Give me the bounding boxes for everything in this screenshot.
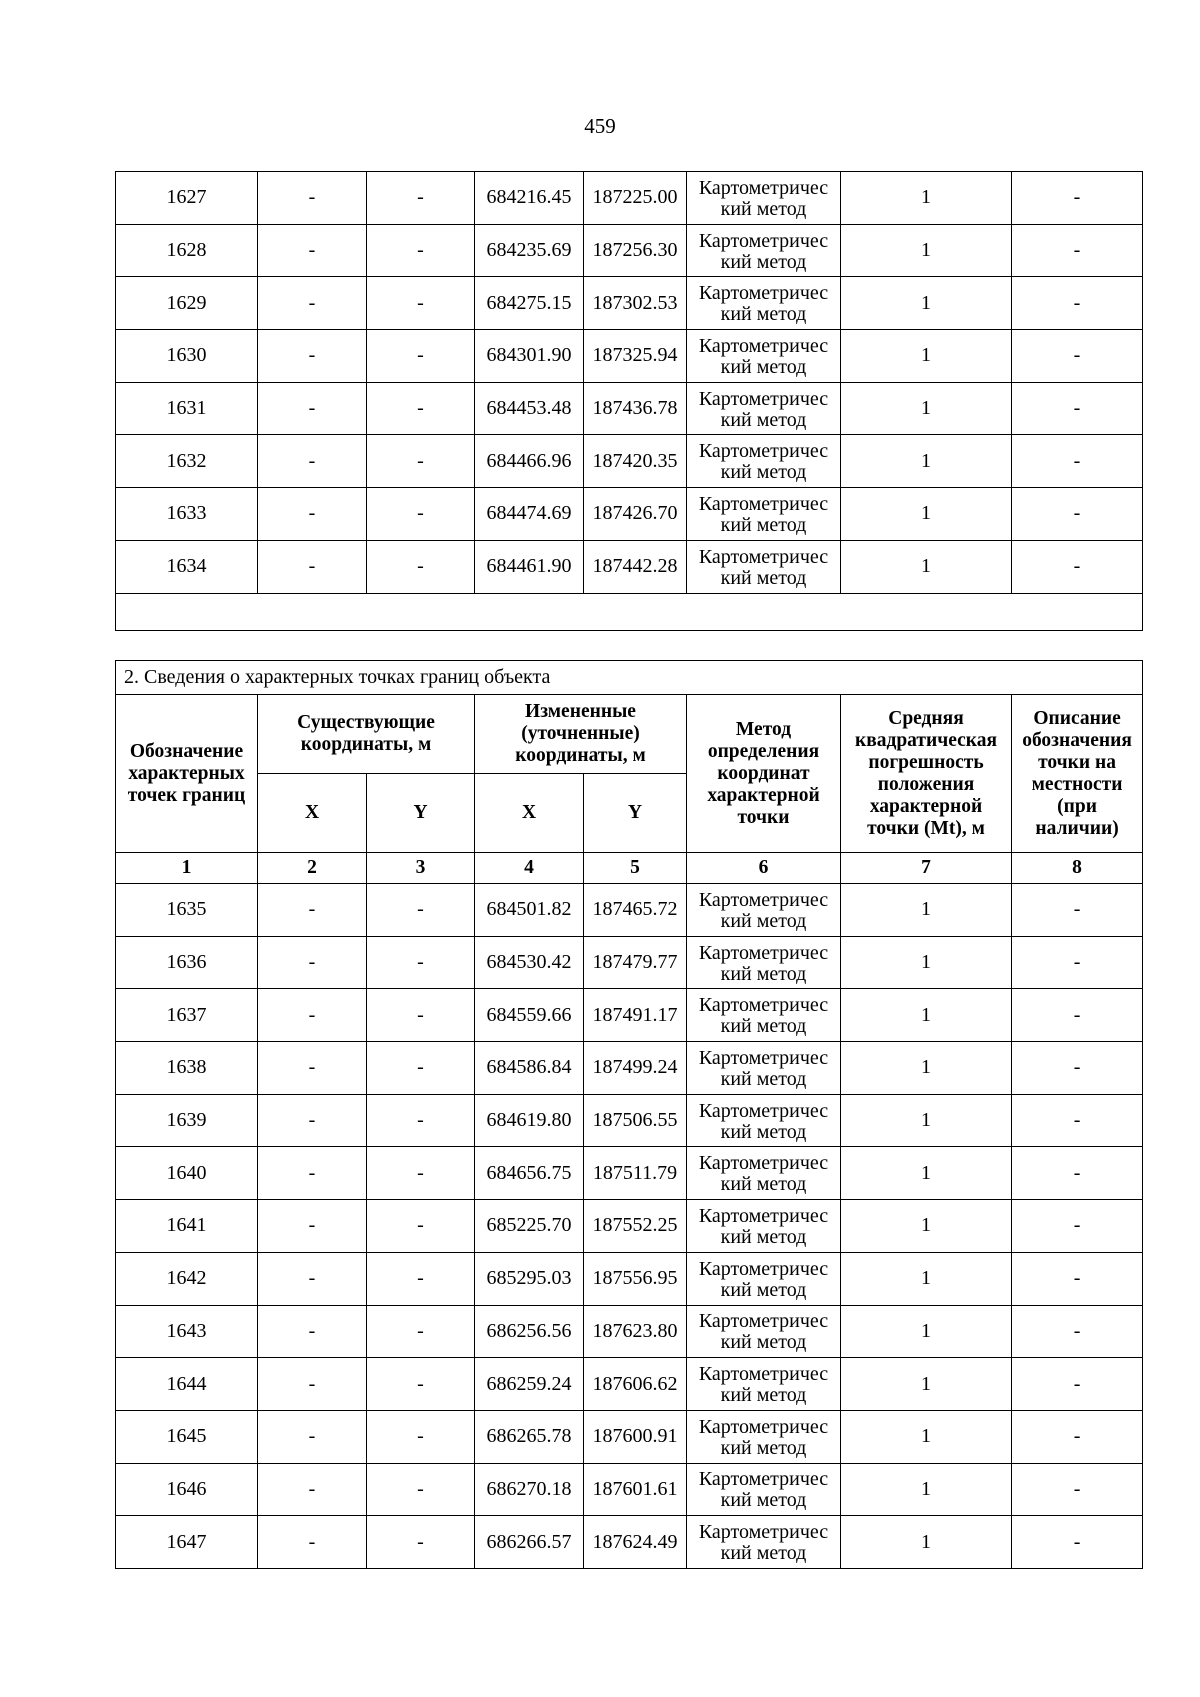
- existing-y-cell: -: [367, 172, 475, 225]
- existing-x-cell: -: [258, 1410, 367, 1463]
- cell-line: характерной: [869, 795, 983, 817]
- existing-y-cell: -: [367, 1252, 475, 1305]
- method-cell: [687, 172, 841, 225]
- cell-line: кий метод: [720, 1384, 807, 1407]
- cell-line: Измененные: [525, 701, 636, 722]
- cell-line: определения: [707, 740, 820, 762]
- changed-x-cell: 684559.66: [475, 989, 584, 1042]
- cell-line: кий метод: [720, 408, 807, 431]
- changed-y-cell: 187511.79: [584, 1147, 687, 1200]
- existing-x-cell: -: [258, 1516, 367, 1569]
- cell-line: точки на: [1038, 751, 1116, 773]
- cell-line: Картометричес: [698, 1046, 829, 1069]
- changed-y-cell: 187426.70: [584, 488, 687, 541]
- point-id-cell: 1639: [116, 1094, 258, 1147]
- cell-line: Картометричес: [698, 941, 829, 964]
- column-number: 2: [258, 853, 367, 884]
- table-row: [116, 884, 1143, 937]
- method-cell: [687, 382, 841, 435]
- cell-line: характерных: [128, 762, 245, 784]
- existing-x-cell: -: [258, 224, 367, 277]
- cell-line: точки: [737, 806, 790, 828]
- changed-x-cell: 686259.24: [475, 1358, 584, 1411]
- existing-y-cell: -: [367, 1042, 475, 1095]
- existing-y-cell: -: [367, 1358, 475, 1411]
- table-row: [116, 540, 1143, 593]
- method-cell: [687, 1200, 841, 1253]
- mt-error-cell: 1: [841, 1252, 1012, 1305]
- changed-y-cell: 187624.49: [584, 1516, 687, 1569]
- mt-error-cell: 1: [841, 936, 1012, 989]
- cell-line: Картометричес: [698, 1204, 829, 1227]
- cell-line: координат: [717, 762, 810, 784]
- table1-body: [116, 172, 1143, 594]
- cell-line: Картометричес: [698, 994, 829, 1017]
- table-row: [116, 989, 1143, 1042]
- cell-line: кий метод: [720, 1067, 807, 1090]
- mt-error-cell: 1: [841, 435, 1012, 488]
- table-caption: 2. Сведения о характерных точках границ объекта: [116, 661, 1143, 695]
- existing-y-cell: -: [367, 989, 475, 1042]
- changed-y-cell: 187556.95: [584, 1252, 687, 1305]
- description-cell: -: [1012, 884, 1143, 937]
- changed-y-cell: 187623.80: [584, 1305, 687, 1358]
- cell-line: кий метод: [720, 566, 807, 589]
- existing-x-cell: -: [258, 1147, 367, 1200]
- cell-line: Картометричес: [698, 282, 829, 305]
- method-cell: [687, 1463, 841, 1516]
- header-designation: [116, 695, 258, 853]
- point-id-cell: 1635: [116, 884, 258, 937]
- changed-x-cell: 684656.75: [475, 1147, 584, 1200]
- changed-x-cell: 684586.84: [475, 1042, 584, 1095]
- cell-line: кий метод: [720, 461, 807, 484]
- changed-x-cell: 684235.69: [475, 224, 584, 277]
- column-number: 7: [841, 853, 1012, 884]
- existing-x-cell: -: [258, 1200, 367, 1253]
- header-error: [841, 695, 1012, 853]
- existing-y-cell: -: [367, 224, 475, 277]
- point-id-cell: 1628: [116, 224, 258, 277]
- description-cell: -: [1012, 1358, 1143, 1411]
- cell-line: Картометричес: [698, 229, 829, 252]
- point-id-cell: 1636: [116, 936, 258, 989]
- cell-line: Картометричес: [698, 1152, 829, 1175]
- cell-line: наличии): [1035, 817, 1119, 839]
- method-cell: [687, 884, 841, 937]
- cell-line: кий метод: [720, 1120, 807, 1143]
- existing-y-cell: -: [367, 540, 475, 593]
- existing-y-cell: -: [367, 1147, 475, 1200]
- changed-y-cell: 187325.94: [584, 330, 687, 383]
- column-number: 8: [1012, 853, 1143, 884]
- table-row: [116, 1147, 1143, 1200]
- header-method: [687, 695, 841, 853]
- changed-y-cell: 187436.78: [584, 382, 687, 435]
- existing-y-cell: -: [367, 1516, 475, 1569]
- cell-line: Картометричес: [698, 1257, 829, 1280]
- changed-y-cell: 187491.17: [584, 989, 687, 1042]
- description-cell: -: [1012, 1463, 1143, 1516]
- changed-y-cell: 187606.62: [584, 1358, 687, 1411]
- existing-x-cell: -: [258, 1094, 367, 1147]
- mt-error-cell: 1: [841, 488, 1012, 541]
- description-cell: -: [1012, 936, 1143, 989]
- existing-x-cell: -: [258, 540, 367, 593]
- header-description: [1012, 695, 1143, 853]
- changed-x-cell: 684530.42: [475, 936, 584, 989]
- point-id-cell: 1642: [116, 1252, 258, 1305]
- existing-y-cell: -: [367, 382, 475, 435]
- existing-y-cell: -: [367, 1305, 475, 1358]
- table-row: [116, 277, 1143, 330]
- cell-line: кий метод: [720, 962, 807, 985]
- cell-line: кий метод: [720, 1542, 807, 1565]
- changed-x-cell: 686265.78: [475, 1410, 584, 1463]
- changed-y-cell: 187442.28: [584, 540, 687, 593]
- cell-line: Картометричес: [698, 334, 829, 357]
- column-number: 3: [367, 853, 475, 884]
- description-cell: -: [1012, 382, 1143, 435]
- cell-line: Картометричес: [698, 545, 829, 568]
- mt-error-cell: 1: [841, 540, 1012, 593]
- existing-y-cell: -: [367, 1094, 475, 1147]
- method-cell: [687, 1410, 841, 1463]
- table-row: [116, 1463, 1143, 1516]
- existing-x-cell: -: [258, 1042, 367, 1095]
- cell-line: точки (Mt), м: [867, 817, 985, 839]
- existing-x-cell: -: [258, 435, 367, 488]
- cell-line: Картометричес: [698, 176, 829, 199]
- header-existing-x: X: [258, 774, 367, 853]
- cell-line: кий метод: [720, 1278, 807, 1301]
- method-cell: [687, 989, 841, 1042]
- description-cell: -: [1012, 330, 1143, 383]
- cell-line: (уточненные): [521, 723, 640, 744]
- changed-x-cell: 684216.45: [475, 172, 584, 225]
- existing-y-cell: -: [367, 435, 475, 488]
- column-numbers-row: [116, 853, 1143, 884]
- cell-line: Средняя: [888, 707, 964, 729]
- point-id-cell: 1629: [116, 277, 258, 330]
- cell-line: кий метод: [720, 1331, 807, 1354]
- description-cell: -: [1012, 1516, 1143, 1569]
- method-cell: [687, 1042, 841, 1095]
- changed-x-cell: 684301.90: [475, 330, 584, 383]
- cell-line: Описание: [1033, 707, 1121, 729]
- point-id-cell: 1637: [116, 989, 258, 1042]
- point-id-cell: 1627: [116, 172, 258, 225]
- changed-y-cell: 187600.91: [584, 1410, 687, 1463]
- changed-y-cell: 187479.77: [584, 936, 687, 989]
- description-cell: -: [1012, 435, 1143, 488]
- point-id-cell: 1632: [116, 435, 258, 488]
- table-row: [116, 1516, 1143, 1569]
- cell-line: кий метод: [720, 197, 807, 220]
- point-id-cell: 1646: [116, 1463, 258, 1516]
- description-cell: -: [1012, 1410, 1143, 1463]
- existing-x-cell: -: [258, 382, 367, 435]
- table-row: [116, 1410, 1143, 1463]
- changed-x-cell: 684461.90: [475, 540, 584, 593]
- cell-line: Картометричес: [698, 1310, 829, 1333]
- point-id-cell: 1638: [116, 1042, 258, 1095]
- existing-x-cell: -: [258, 936, 367, 989]
- cell-line: Существующие: [297, 712, 435, 733]
- mt-error-cell: 1: [841, 382, 1012, 435]
- method-cell: [687, 224, 841, 277]
- table-row: [116, 488, 1143, 541]
- cell-line: положения: [877, 773, 975, 795]
- method-cell: [687, 1358, 841, 1411]
- mt-error-cell: 1: [841, 224, 1012, 277]
- mt-error-cell: 1: [841, 1463, 1012, 1516]
- existing-y-cell: -: [367, 1463, 475, 1516]
- existing-y-cell: -: [367, 884, 475, 937]
- mt-error-cell: 1: [841, 1410, 1012, 1463]
- existing-y-cell: -: [367, 488, 475, 541]
- changed-x-cell: 684501.82: [475, 884, 584, 937]
- point-id-cell: 1640: [116, 1147, 258, 1200]
- cell-line: Обозначение: [129, 740, 244, 762]
- description-cell: -: [1012, 1200, 1143, 1253]
- point-id-cell: 1631: [116, 382, 258, 435]
- cell-line: кий метод: [720, 513, 807, 536]
- cell-line: Картометричес: [698, 1363, 829, 1386]
- page-number: 459: [584, 114, 616, 138]
- table-row: [116, 435, 1143, 488]
- existing-y-cell: -: [367, 277, 475, 330]
- method-cell: [687, 540, 841, 593]
- header-existing-y: Y: [367, 774, 475, 853]
- coordinates-table-continued: [115, 171, 1143, 631]
- existing-y-cell: -: [367, 936, 475, 989]
- boundary-points-table: [115, 660, 1143, 1569]
- description-cell: -: [1012, 488, 1143, 541]
- method-cell: [687, 277, 841, 330]
- existing-x-cell: -: [258, 1305, 367, 1358]
- changed-x-cell: 686256.56: [475, 1305, 584, 1358]
- changed-x-cell: 684466.96: [475, 435, 584, 488]
- changed-y-cell: 187225.00: [584, 172, 687, 225]
- point-id-cell: 1634: [116, 540, 258, 593]
- mt-error-cell: 1: [841, 1358, 1012, 1411]
- description-cell: -: [1012, 540, 1143, 593]
- cell-line: Картометричес: [698, 1521, 829, 1544]
- changed-y-cell: 187256.30: [584, 224, 687, 277]
- table-row: [116, 1042, 1143, 1095]
- changed-y-cell: 187302.53: [584, 277, 687, 330]
- description-cell: -: [1012, 1147, 1143, 1200]
- mt-error-cell: 1: [841, 989, 1012, 1042]
- changed-y-cell: 187506.55: [584, 1094, 687, 1147]
- table-row: [116, 1200, 1143, 1253]
- description-cell: -: [1012, 1252, 1143, 1305]
- table-row: [116, 1358, 1143, 1411]
- method-cell: [687, 488, 841, 541]
- cell-line: кий метод: [720, 909, 807, 932]
- point-id-cell: 1644: [116, 1358, 258, 1411]
- cell-line: Картометричес: [698, 1468, 829, 1491]
- existing-x-cell: -: [258, 277, 367, 330]
- cell-line: характерной: [707, 784, 820, 806]
- cell-line: кий метод: [720, 303, 807, 326]
- description-cell: -: [1012, 172, 1143, 225]
- changed-x-cell: 684453.48: [475, 382, 584, 435]
- cell-line: кий метод: [720, 1225, 807, 1248]
- column-number: 5: [584, 853, 687, 884]
- cell-line: обозначения: [1022, 729, 1132, 751]
- mt-error-cell: 1: [841, 1147, 1012, 1200]
- cell-line: точек границ: [127, 784, 246, 806]
- mt-error-cell: 1: [841, 884, 1012, 937]
- existing-x-cell: -: [258, 1358, 367, 1411]
- column-number: 4: [475, 853, 584, 884]
- changed-y-cell: 187552.25: [584, 1200, 687, 1253]
- cell-line: Картометричес: [698, 387, 829, 410]
- method-cell: [687, 1094, 841, 1147]
- cell-line: Картометричес: [698, 1415, 829, 1438]
- table-row: [116, 1252, 1143, 1305]
- mt-error-cell: 1: [841, 1200, 1012, 1253]
- header-changed-x: X: [475, 774, 584, 853]
- existing-x-cell: -: [258, 1252, 367, 1305]
- mt-error-cell: 1: [841, 1305, 1012, 1358]
- changed-x-cell: 686266.57: [475, 1516, 584, 1569]
- cell-line: кий метод: [720, 1173, 807, 1196]
- table-row: [116, 936, 1143, 989]
- method-cell: [687, 1516, 841, 1569]
- header-changed-coordinates: [475, 695, 687, 774]
- mt-error-cell: 1: [841, 1516, 1012, 1569]
- mt-error-cell: 1: [841, 277, 1012, 330]
- description-cell: -: [1012, 1094, 1143, 1147]
- table-row: [116, 1305, 1143, 1358]
- column-number: 6: [687, 853, 841, 884]
- changed-x-cell: 684275.15: [475, 277, 584, 330]
- point-id-cell: 1630: [116, 330, 258, 383]
- changed-y-cell: 187601.61: [584, 1463, 687, 1516]
- method-cell: [687, 1147, 841, 1200]
- table-row: [116, 224, 1143, 277]
- cell-line: местности: [1031, 773, 1123, 795]
- description-cell: -: [1012, 224, 1143, 277]
- point-id-cell: 1643: [116, 1305, 258, 1358]
- empty-row: [116, 593, 1143, 630]
- method-cell: [687, 330, 841, 383]
- table-row: [116, 1094, 1143, 1147]
- description-cell: -: [1012, 1042, 1143, 1095]
- changed-x-cell: 685225.70: [475, 1200, 584, 1253]
- existing-x-cell: -: [258, 488, 367, 541]
- existing-y-cell: -: [367, 330, 475, 383]
- cell-line: кий метод: [720, 355, 807, 378]
- existing-x-cell: -: [258, 989, 367, 1042]
- description-cell: -: [1012, 1305, 1143, 1358]
- cell-line: Картометричес: [698, 1099, 829, 1122]
- existing-x-cell: -: [258, 1463, 367, 1516]
- table2-body: [116, 884, 1143, 1569]
- cell-line: Картометричес: [698, 888, 829, 911]
- cell-line: координаты, м: [300, 734, 432, 755]
- header-existing-coordinates: [258, 695, 475, 774]
- table-row: [116, 382, 1143, 435]
- method-cell: [687, 1252, 841, 1305]
- changed-y-cell: 187465.72: [584, 884, 687, 937]
- cell-line: квадратическая: [854, 729, 998, 751]
- mt-error-cell: 1: [841, 1094, 1012, 1147]
- cell-line: Картометричес: [698, 440, 829, 463]
- cell-line: кий метод: [720, 1489, 807, 1512]
- cell-line: кий метод: [720, 250, 807, 273]
- point-id-cell: 1647: [116, 1516, 258, 1569]
- point-id-cell: 1641: [116, 1200, 258, 1253]
- point-id-cell: 1645: [116, 1410, 258, 1463]
- changed-y-cell: 187420.35: [584, 435, 687, 488]
- mt-error-cell: 1: [841, 330, 1012, 383]
- changed-x-cell: 684619.80: [475, 1094, 584, 1147]
- changed-y-cell: 187499.24: [584, 1042, 687, 1095]
- existing-y-cell: -: [367, 1200, 475, 1253]
- cell-line: координаты, м: [515, 745, 646, 766]
- point-id-cell: 1633: [116, 488, 258, 541]
- method-cell: [687, 1305, 841, 1358]
- changed-x-cell: 685295.03: [475, 1252, 584, 1305]
- existing-x-cell: -: [258, 330, 367, 383]
- changed-x-cell: 684474.69: [475, 488, 584, 541]
- mt-error-cell: 1: [841, 172, 1012, 225]
- method-cell: [687, 435, 841, 488]
- description-cell: -: [1012, 989, 1143, 1042]
- existing-y-cell: -: [367, 1410, 475, 1463]
- cell-line: кий метод: [720, 1015, 807, 1038]
- table-row: [116, 330, 1143, 383]
- existing-x-cell: -: [258, 172, 367, 225]
- cell-line: Картометричес: [698, 492, 829, 515]
- cell-line: погрешность: [868, 751, 984, 773]
- header-changed-y: Y: [584, 774, 687, 853]
- column-number: 1: [116, 853, 258, 884]
- cell-line: Метод: [735, 718, 792, 740]
- mt-error-cell: 1: [841, 1042, 1012, 1095]
- existing-x-cell: -: [258, 884, 367, 937]
- method-cell: [687, 936, 841, 989]
- changed-x-cell: 686270.18: [475, 1463, 584, 1516]
- cell-line: (при: [1057, 795, 1097, 817]
- description-cell: -: [1012, 277, 1143, 330]
- table-row: [116, 172, 1143, 225]
- cell-line: кий метод: [720, 1436, 807, 1459]
